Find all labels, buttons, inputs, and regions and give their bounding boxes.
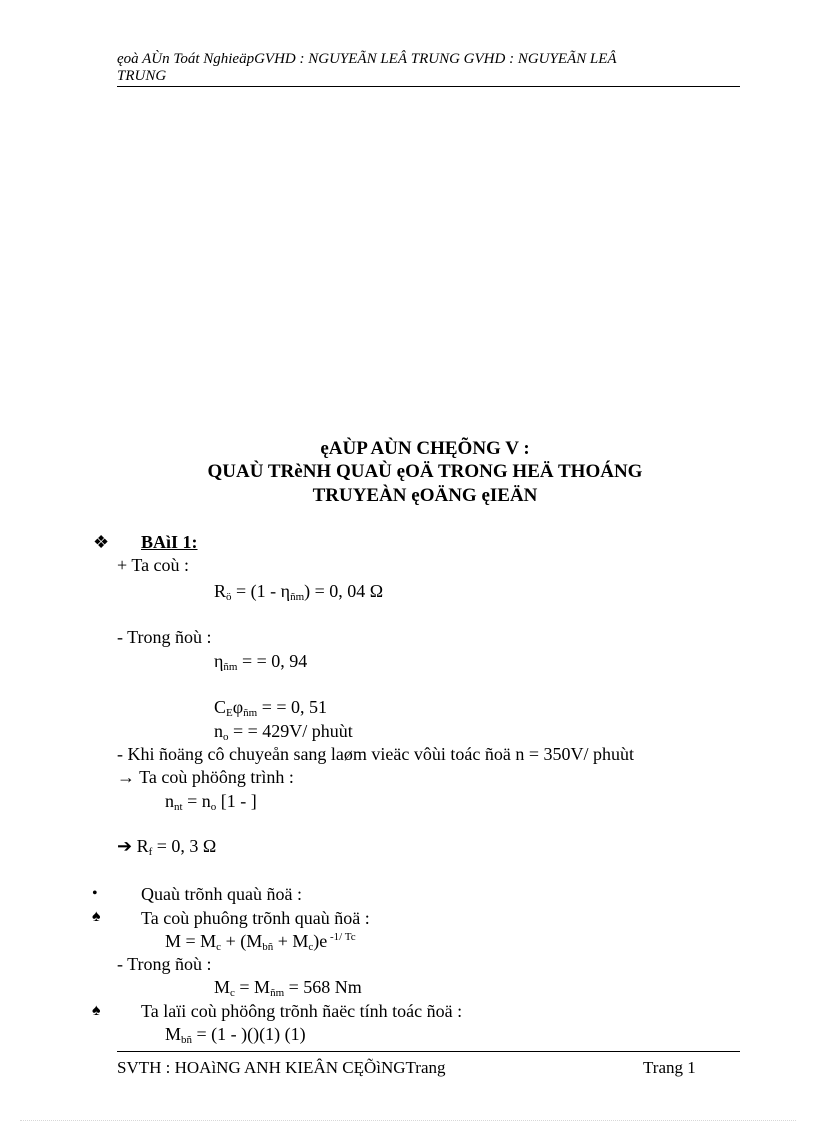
page-number: Trang 1 <box>643 1058 696 1077</box>
body-line-8: → Ta coù phöông trình : <box>117 767 294 787</box>
body-line-2: $R_ö = (1 - \eta_{ñm}) = 0$, 04 Ω <box>214 581 384 603</box>
body-line-7: - Khi ñoäng cô chuyeån sang laøm vieäc vôùi toác ñoä n = 350V/ phuùt <box>117 744 635 764</box>
footer-left: SVTH : HOAìNG ANH KIEÂN CĘÕìNGTrang <box>117 1058 446 1077</box>
spade-bullet-icon: ♠ <box>92 1002 101 1019</box>
body-line-15: $M_c = M_{ñm} = 568$ Nm <box>214 977 362 999</box>
body-line-3: - Trong ñoù : <box>117 627 212 647</box>
body-line-5: $C_E\varphi_{ñm}$ = = 0, 51 <box>214 697 328 719</box>
diamond-bullet-icon: ❖ <box>93 532 110 552</box>
section-heading: BAìI 1: <box>141 532 198 552</box>
title-line-1: ęAÙP AÙN CHĘÕNG V : <box>320 438 530 459</box>
body-line-4: $\eta_{ñm}$ = = 0, 94 <box>214 651 308 673</box>
header-line-2: TRUNG <box>117 68 167 84</box>
header-rule <box>117 86 740 87</box>
body-line-16: Ta laïi coù phöông trõnh ñaëc tính toác ñoä : <box>141 1001 463 1021</box>
body-line-9: $n_{nt} = n_o$ [1 - ] <box>165 791 257 813</box>
body-line-12: Ta coù phuông trõnh quaù ñoä : <box>141 908 370 928</box>
title-line-2: QUAÙ TRèNH QUAÙ ęOÄ TRONG HEÄ THOÁNG <box>207 461 643 482</box>
body-line-11: Quaù trõnh quaù ñoä : <box>141 884 302 904</box>
body-line-6: $n_o$ = = 429V/ phuùt <box>214 721 353 743</box>
body-line-10: ➔ $R_f = 0$, 3 Ω <box>117 836 217 858</box>
body-line-14: - Trong ñoù : <box>117 954 212 974</box>
body-line-17: $M_{bñ} = (1 - )()(1)$ (1) <box>165 1024 306 1046</box>
title-line-3: TRUYEÀN ęOÄNG ęIEÄN <box>312 485 538 506</box>
spade-bullet-icon: ♠ <box>92 908 101 925</box>
header-line-1: ęoà AÙn Toát NghieäpGVHD : NGUYEÃN LEÂ TRUNG GVHD : NGUYEÃN LEÂ <box>117 51 617 67</box>
page-bottom-border <box>20 1120 796 1121</box>
dot-bullet-icon: • <box>92 885 98 902</box>
footer-rule <box>117 1051 740 1052</box>
body-line-13: $M = M_c + (M_{bñ} + M_c)e$ $^{-1/ Tc}$ <box>165 931 356 953</box>
body-line-1: + Ta coù : <box>117 555 190 575</box>
